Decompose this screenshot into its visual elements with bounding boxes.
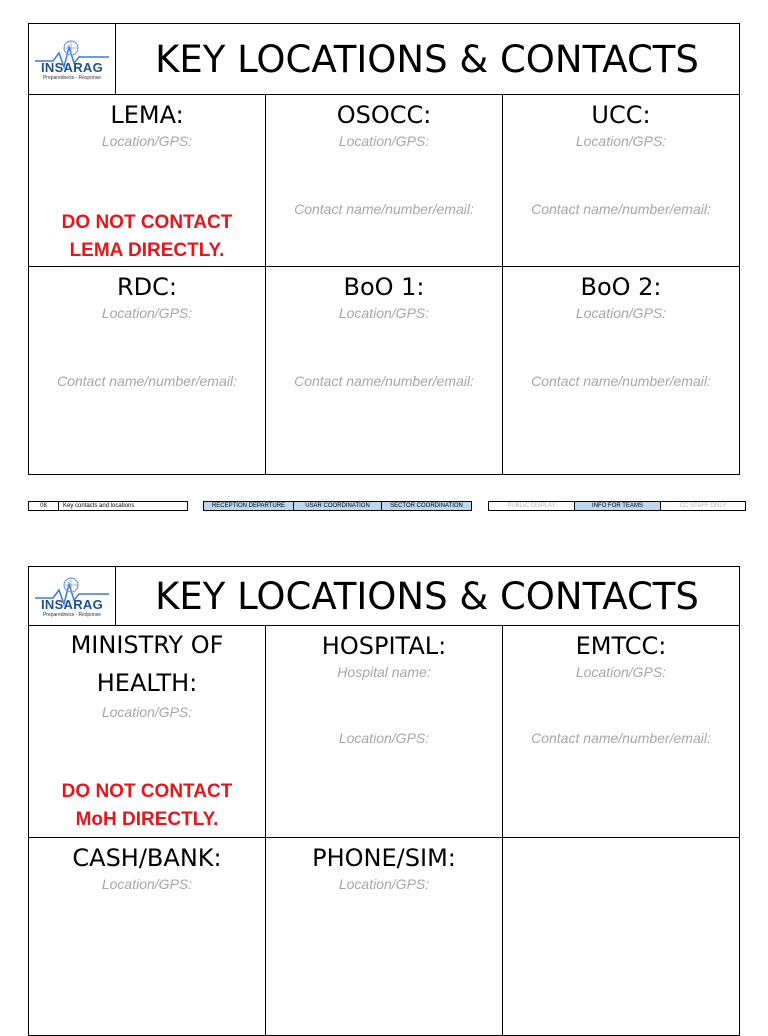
logo-tagline: Preparedness - Response — [42, 75, 102, 81]
audience-teams: INFO FOR TEAMS — [575, 502, 661, 510]
cell-title: OSOCC: — [336, 101, 432, 129]
footer-section-label — [28, 501, 188, 511]
contact-hint: Contact name/number/email: — [531, 373, 711, 389]
footer-section-name: Key contacts and locations — [63, 503, 135, 509]
logo-name: INSARAG — [40, 597, 104, 612]
contact-hint: Contact name/number/email: — [531, 201, 711, 217]
cell-title: PHONE/SIM: — [312, 844, 456, 872]
audience-public: PUBLIC DISPLAY — [489, 502, 575, 510]
footer-tag: RECEPTION DEPARTURE — [204, 502, 294, 510]
footer-tag: USAR COORDINATION — [294, 502, 382, 510]
cell-title: HOSPITAL: — [321, 632, 447, 660]
cell-title: UCC: — [591, 101, 651, 129]
location-hint: Location/GPS: — [101, 704, 193, 720]
osocc-cell — [266, 95, 503, 267]
card-header — [29, 24, 739, 95]
location-hint: Location/GPS: — [575, 664, 667, 680]
location-hint: Location/GPS: — [575, 133, 667, 149]
footer-tag: SECTOR COORDINATION — [390, 503, 463, 509]
cell-title: BoO 2: — [580, 273, 662, 301]
page-title: KEY LOCATIONS & CONTACTS — [155, 37, 699, 81]
warning-line-2: MoH DIRECTLY. — [75, 809, 219, 830]
boo1-cell — [266, 267, 503, 475]
cell-title-line-1: MINISTRY OF — [70, 631, 224, 659]
cell-title: RDC: — [117, 273, 177, 301]
emtcc-cell — [503, 626, 739, 838]
key-locations-card-2 — [28, 566, 740, 1036]
contact-hint: Contact name/number/email: — [57, 373, 237, 389]
ucc-cell — [503, 95, 739, 267]
contact-hint: Contact name/number/email: — [294, 201, 474, 217]
insarag-logo — [29, 24, 116, 94]
location-hint: Location/GPS: — [101, 305, 193, 321]
page-title: KEY LOCATIONS & CONTACTS — [155, 574, 699, 618]
empty-cell — [503, 838, 739, 1036]
location-hint: Location/GPS: — [101, 876, 193, 892]
rdc-cell — [29, 267, 266, 475]
cell-title: EMTCC: — [575, 632, 667, 660]
logo-tagline: Preparedness - Response — [42, 612, 102, 618]
footer-number: 08 — [29, 502, 59, 510]
location-hint: Location/GPS: — [338, 305, 430, 321]
phone-sim-cell — [266, 838, 503, 1036]
cell-title: CASH/BANK: — [72, 844, 222, 872]
location-hint: Location/GPS: — [338, 133, 430, 149]
cash-bank-cell — [29, 838, 266, 1036]
audience-staff: CC STAFF ONLY — [679, 503, 727, 509]
insarag-logo — [29, 567, 116, 625]
logo-name: INSARAG — [40, 60, 104, 75]
cell-title-line-2: HEALTH: — [96, 669, 198, 697]
location-hint: Location/GPS: — [338, 730, 430, 746]
warning-line-2: LEMA DIRECTLY. — [69, 240, 225, 261]
card-header — [29, 567, 739, 626]
cell-title: LEMA: — [110, 101, 184, 129]
hospital-name-hint: Hospital name: — [337, 664, 431, 680]
cell-title: BoO 1: — [343, 273, 425, 301]
hospital-cell — [266, 626, 503, 838]
ministry-of-health-cell — [29, 626, 266, 838]
key-locations-card-1 — [28, 23, 740, 475]
location-hint: Location/GPS: — [338, 876, 430, 892]
lema-cell — [29, 95, 266, 267]
footer-audience — [488, 501, 746, 511]
footer-category-tags — [203, 501, 472, 511]
warning-line-1: DO NOT CONTACT — [61, 212, 233, 233]
contact-hint: Contact name/number/email: — [531, 730, 711, 746]
location-hint: Location/GPS: — [101, 133, 193, 149]
warning-line-1: DO NOT CONTACT — [61, 781, 233, 802]
boo2-cell — [503, 267, 739, 475]
contact-hint: Contact name/number/email: — [294, 373, 474, 389]
location-hint: Location/GPS: — [575, 305, 667, 321]
